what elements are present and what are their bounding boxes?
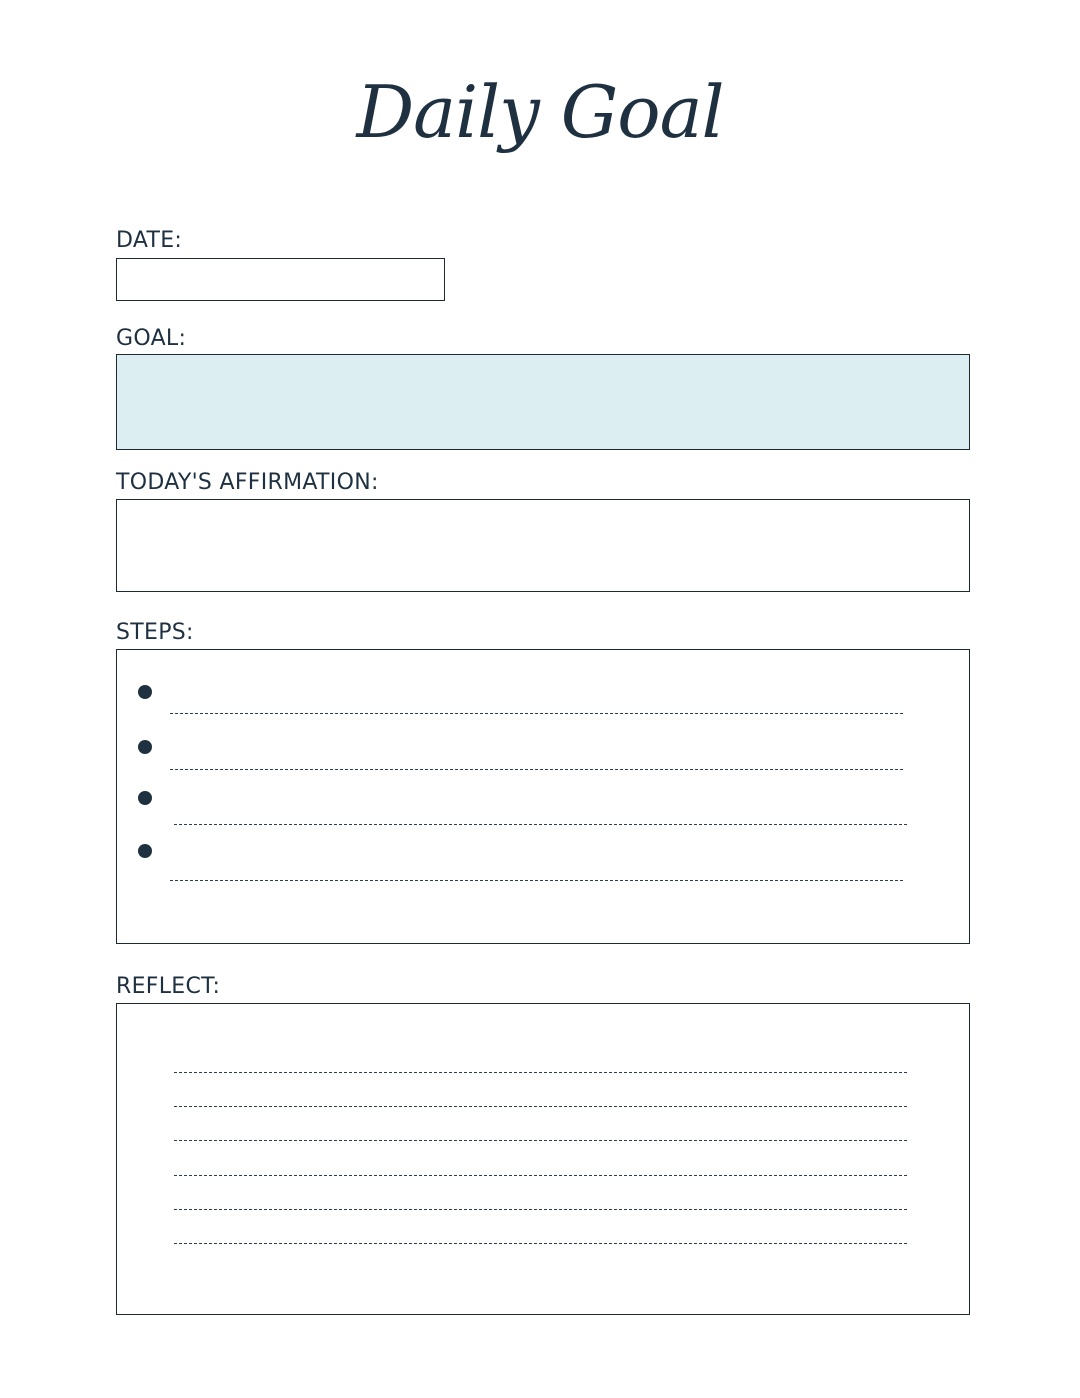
steps-label: STEPS: — [116, 620, 194, 645]
reflect-label: REFLECT: — [116, 974, 221, 999]
date-label: DATE: — [116, 228, 183, 253]
step-bullet-1 — [138, 685, 152, 699]
reflect-line-6[interactable] — [174, 1243, 907, 1244]
step-bullet-3 — [138, 791, 152, 805]
reflect-line-5[interactable] — [174, 1209, 907, 1210]
goal-label: GOAL: — [116, 326, 187, 351]
reflect-line-4[interactable] — [174, 1175, 907, 1176]
goal-field[interactable] — [116, 354, 970, 450]
step-line-3[interactable] — [174, 824, 907, 825]
reflect-line-3[interactable] — [174, 1140, 907, 1141]
steps-box — [116, 649, 970, 944]
step-bullet-2 — [138, 740, 152, 754]
affirmation-label: TODAY'S AFFIRMATION: — [116, 470, 379, 495]
step-line-2[interactable] — [170, 769, 903, 770]
step-line-1[interactable] — [170, 713, 903, 714]
reflect-line-2[interactable] — [174, 1106, 907, 1107]
reflect-line-1[interactable] — [174, 1072, 907, 1073]
reflect-box — [116, 1003, 970, 1315]
step-line-4[interactable] — [170, 880, 903, 881]
date-field[interactable] — [116, 258, 445, 301]
affirmation-field[interactable] — [116, 499, 970, 592]
step-bullet-4 — [138, 844, 152, 858]
page-title: Daily Goal — [356, 70, 724, 154]
